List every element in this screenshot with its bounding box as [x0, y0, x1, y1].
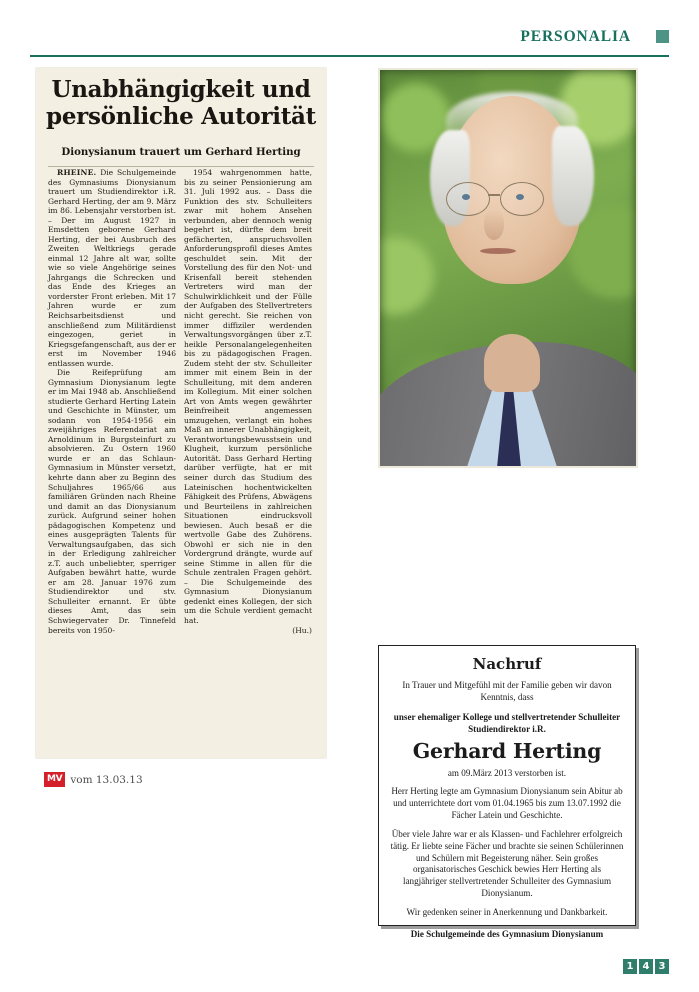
- header-divider: [30, 55, 669, 57]
- obituary-closing: Die Schulgemeinde des Gymnasium Dionysianum: [410, 928, 604, 939]
- photo-neck: [484, 334, 540, 392]
- portrait-photo: [380, 70, 636, 466]
- obituary-title: Nachruf: [472, 655, 542, 673]
- page-number-digit: 1: [623, 959, 637, 974]
- photo-glasses-bridge: [488, 194, 500, 196]
- mv-logo: MV: [44, 772, 65, 787]
- article-paragraph-text: Die Schulgemeinde des Gymnasiums Dionysianum trauert um Studiendirektor i.R. Gerhard Herting, der am 9. März im 86. Lebensjahr verstorben ist. – Der im August 1927 in Emsdetten geborene Gerhard Herting, der bei Ausbruch des Zweiten Weltkriegs gerade einmal 12 Jahre alt war, sollte wie so viele Angehörige seines Jahrgangs die Schrecken und das Ende des Krieges an vorderster Front erleben. Mit 17 Jahren wurde er zum Reichsarbeitsdienst und anschließend zum Militärdienst eingezogen, geriet in Kriegsgefangenschaft, aus der er erst im November 1946 entlassen wurde.: [48, 168, 176, 368]
- obituary-name: Gerhard Herting: [412, 738, 602, 763]
- obituary-intro: In Trauer und Mitgefühl mit der Familie geben wir davon Kenntnis, dass: [402, 680, 612, 702]
- article-paragraph: [184, 168, 312, 635]
- obituary-paragraph: Herr Herting legte am Gymnasium Dionysianum sein Abitur ab und unterrichtete dort vom 01.04.1965 bis zum 13.07.1992 die Fächer Latein und Geschichte.: [391, 786, 623, 821]
- article-dateline: RHEINE.: [57, 168, 97, 177]
- source-date: vom 13.03.13: [70, 773, 143, 786]
- article-paragraph-text: 1954 wahrgenommen hatte, bis zu seiner Pensionierung am 31. Juli 1992 aus. – Dass die Funktion des stv. Schulleiters zwar mit hohem Ansehen verbunden, aber dennoch wenig begehrt ist, dürfte dem breit gefächerten, anspruchsvollen Anforderungsprofil dieses Amtes geschuldet sein. Mit der Vorstellung des für den Not- und Krisenfall bereit stehenden Vertreters wird man der Schulwirklichkeit und der Fülle der Aufgaben des Stellvertreters nicht gerecht. Sie reichen von immer diffiziler werdenden Verwaltungsvorgängen über z.T. heikle Personalangelegenheiten bis zu pädagogischen Fragen. Zudem steht der stv. Schulleiter immer mit einem Bein in der Schulleitung, mit dem anderen im Kollegium. Mit einer solchen Art von Amts wegen gewährter Beinfreiheit angemessen umzugehen, verlangt ein hohes Maß an innerer Unabhängigkeit, Verantwortungsbewusstsein und Klugheit, kurzum persönliche Autorität. Dass Gerhard Herting darüber verfügte, hat er mit seiner durch das Studium des Lateinischen hochentwickelten Fähigkeit des Prüfens, Abwägens und Beurteilens in zahlreichen Situationen eindrucksvoll bewiesen. Auch besaß er die wertvolle Gabe des Zuhörens. Obwohl er sich nie in den Vordergrund drängte, wurde auf seine Stimme in allen für die Schule zentralen Fragen gehört. – Die Schulgemeinde des Gymnasium Dionysianum gedenkt eines Kollegen, der sich um die Schule verdient gemacht hat.: [184, 168, 312, 625]
- photo-glasses-right-lens: [500, 182, 544, 216]
- article-headline: Unabhängigkeit und persönliche Autorität: [46, 76, 316, 131]
- article-source-line: [44, 772, 143, 787]
- page-title: PERSONALIA: [520, 28, 631, 45]
- article-signature: (Hu.): [292, 625, 312, 635]
- header-square-marker-icon: [656, 30, 669, 43]
- article-divider: [48, 166, 314, 167]
- photo-hair-right: [552, 126, 594, 226]
- article-paragraph: [48, 168, 176, 368]
- obituary-notice: [378, 645, 636, 939]
- photo-glasses-left-lens: [446, 182, 490, 216]
- page-number-digit: 3: [655, 959, 669, 974]
- article-column-2: [184, 168, 312, 635]
- obituary-paragraph: Über viele Jahre war er als Klassen- und Fachlehrer erfolgreich tätig. Er liebte seine Fächer und brachte sie seinen Schülerinnen und Schülern mit Begeisterung näher. Sein großes organisatorisches Geschick bewies Herr Herting als langjähriger stellvertretender Schulleiter des Gymnasium Dionysianum.: [390, 828, 624, 898]
- newspaper-article-clipping: [36, 68, 326, 758]
- page-number-digit: 4: [639, 959, 653, 974]
- photo-mouth: [480, 248, 516, 254]
- photo-nose: [484, 210, 504, 240]
- obituary-role: unser ehemaliger Kollege und stellvertretender Schulleiter Studiendirektor i.R.: [393, 711, 621, 734]
- page-header: [30, 26, 669, 64]
- obituary-paragraph: Wir gedenken seiner in Anerkennung und Dankbarkeit.: [406, 906, 608, 917]
- obituary-death-line: am 09.März 2013 verstorben ist.: [447, 767, 567, 778]
- article-subheadline: Dionysianum trauert um Gerhard Herting: [61, 146, 301, 158]
- page-number: [623, 959, 669, 974]
- article-paragraph: Die Reifeprüfung am Gymnasium Dionysianum legte er im Mai 1948 ab. Anschließend studierte Gerhard Herting Latein und Geschichte in Münster, um sodann von 1954-1956 ein zweijähriges Referendariat am Arnoldinum in Burgsteinfurt zu absolvieren. Zu Ostern 1960 wurde er an das Schlaun-Gymnasium in Münster versetzt, kehrte dann aber zu Beginn des Schuljahres 1965/66 aus familiären Gründen nach Rheine und damit an das Dionysianum zurück. Aufgrund seiner hohen pädagogischen Kompetenz und eines ausgeprägten Talents für Verwaltungsaufgaben, das sich in der Erledigung zahlreicher z.T. auch unbeliebter, sperriger Aufgaben bewährt hatte, wurde er am 28. Januar 1976 zum Studiendirektor und stv. Schulleiter ernannt. Er übte dieses Amt, das sein Schwiegervater Dr. Tinnefeld bereits von 1950-: [48, 368, 176, 635]
- article-column-1: [48, 168, 176, 635]
